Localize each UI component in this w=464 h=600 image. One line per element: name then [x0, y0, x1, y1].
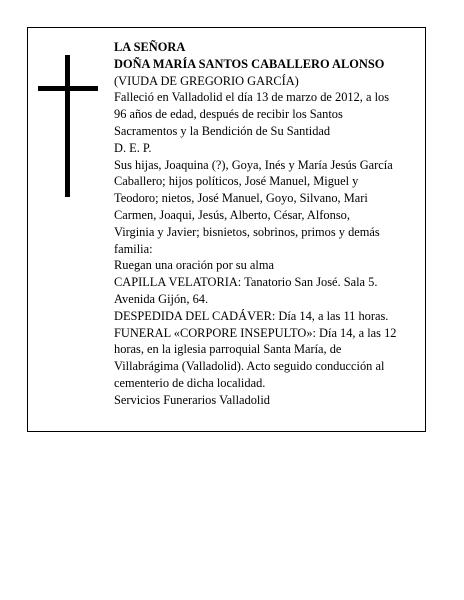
family-line: Teodoro; nietos, José Manuel, Goyo, Silvano, Mari [114, 191, 368, 206]
funeral-line: FUNERAL «CORPORE INSEPULTO»: Día 14, a las 12 [114, 325, 397, 340]
death-notice-line: 96 años de edad, después de recibir los Santos [114, 107, 343, 122]
prayer-request: Ruegan una oración por su alma [114, 258, 274, 273]
funeral-line: Villabrágima (Valladolid). Acto seguido conducción al [114, 359, 385, 374]
family-line: Carmen, Joaqui, Jesús, Alberto, César, Alfonso, [114, 207, 350, 222]
widow-of: (VIUDA DE GREGORIO GARCÍA) [114, 73, 299, 88]
cross-beam [38, 86, 98, 91]
funeral-line: horas, en la iglesia parroquial Santa María, de [114, 342, 342, 357]
chapel-line: CAPILLA VELATORIA: Tanatorio San José. Sala 5. [114, 275, 378, 290]
family-line: Sus hijas, Joaquina (?), Goya, Inés y María Jesús García [114, 157, 393, 172]
death-notice-line: Falleció en Valladolid el día 13 de marzo de 2012, a los [114, 90, 390, 105]
cross-upright [65, 55, 70, 197]
rip-abbreviation: D. E. P. [114, 140, 152, 155]
death-notice-line: Sacramentos y la Bendición de Su Santidad [114, 123, 331, 138]
family-line: Caballero; hijos políticos, José Manuel, Miguel y [114, 174, 359, 189]
family-line: familia: [114, 241, 153, 256]
farewell-line: DESPEDIDA DEL CADÁVER: Día 14, a las 11 horas. [114, 308, 389, 323]
family-line: Virginia y Javier; bisnietos, sobrinos, primos y demás [114, 224, 380, 239]
obituary-text [114, 39, 426, 409]
heading-title: LA SEÑORA [114, 40, 186, 54]
funeral-services-provider: Servicios Funerarios Valladolid [114, 392, 271, 407]
latin-cross-icon [38, 55, 98, 197]
chapel-line: Avenida Gijón, 64. [114, 291, 209, 306]
funeral-line: cementerio de dicha localidad. [114, 375, 266, 390]
deceased-name: DOÑA MARÍA SANTOS CABALLERO ALONSO [114, 56, 385, 71]
